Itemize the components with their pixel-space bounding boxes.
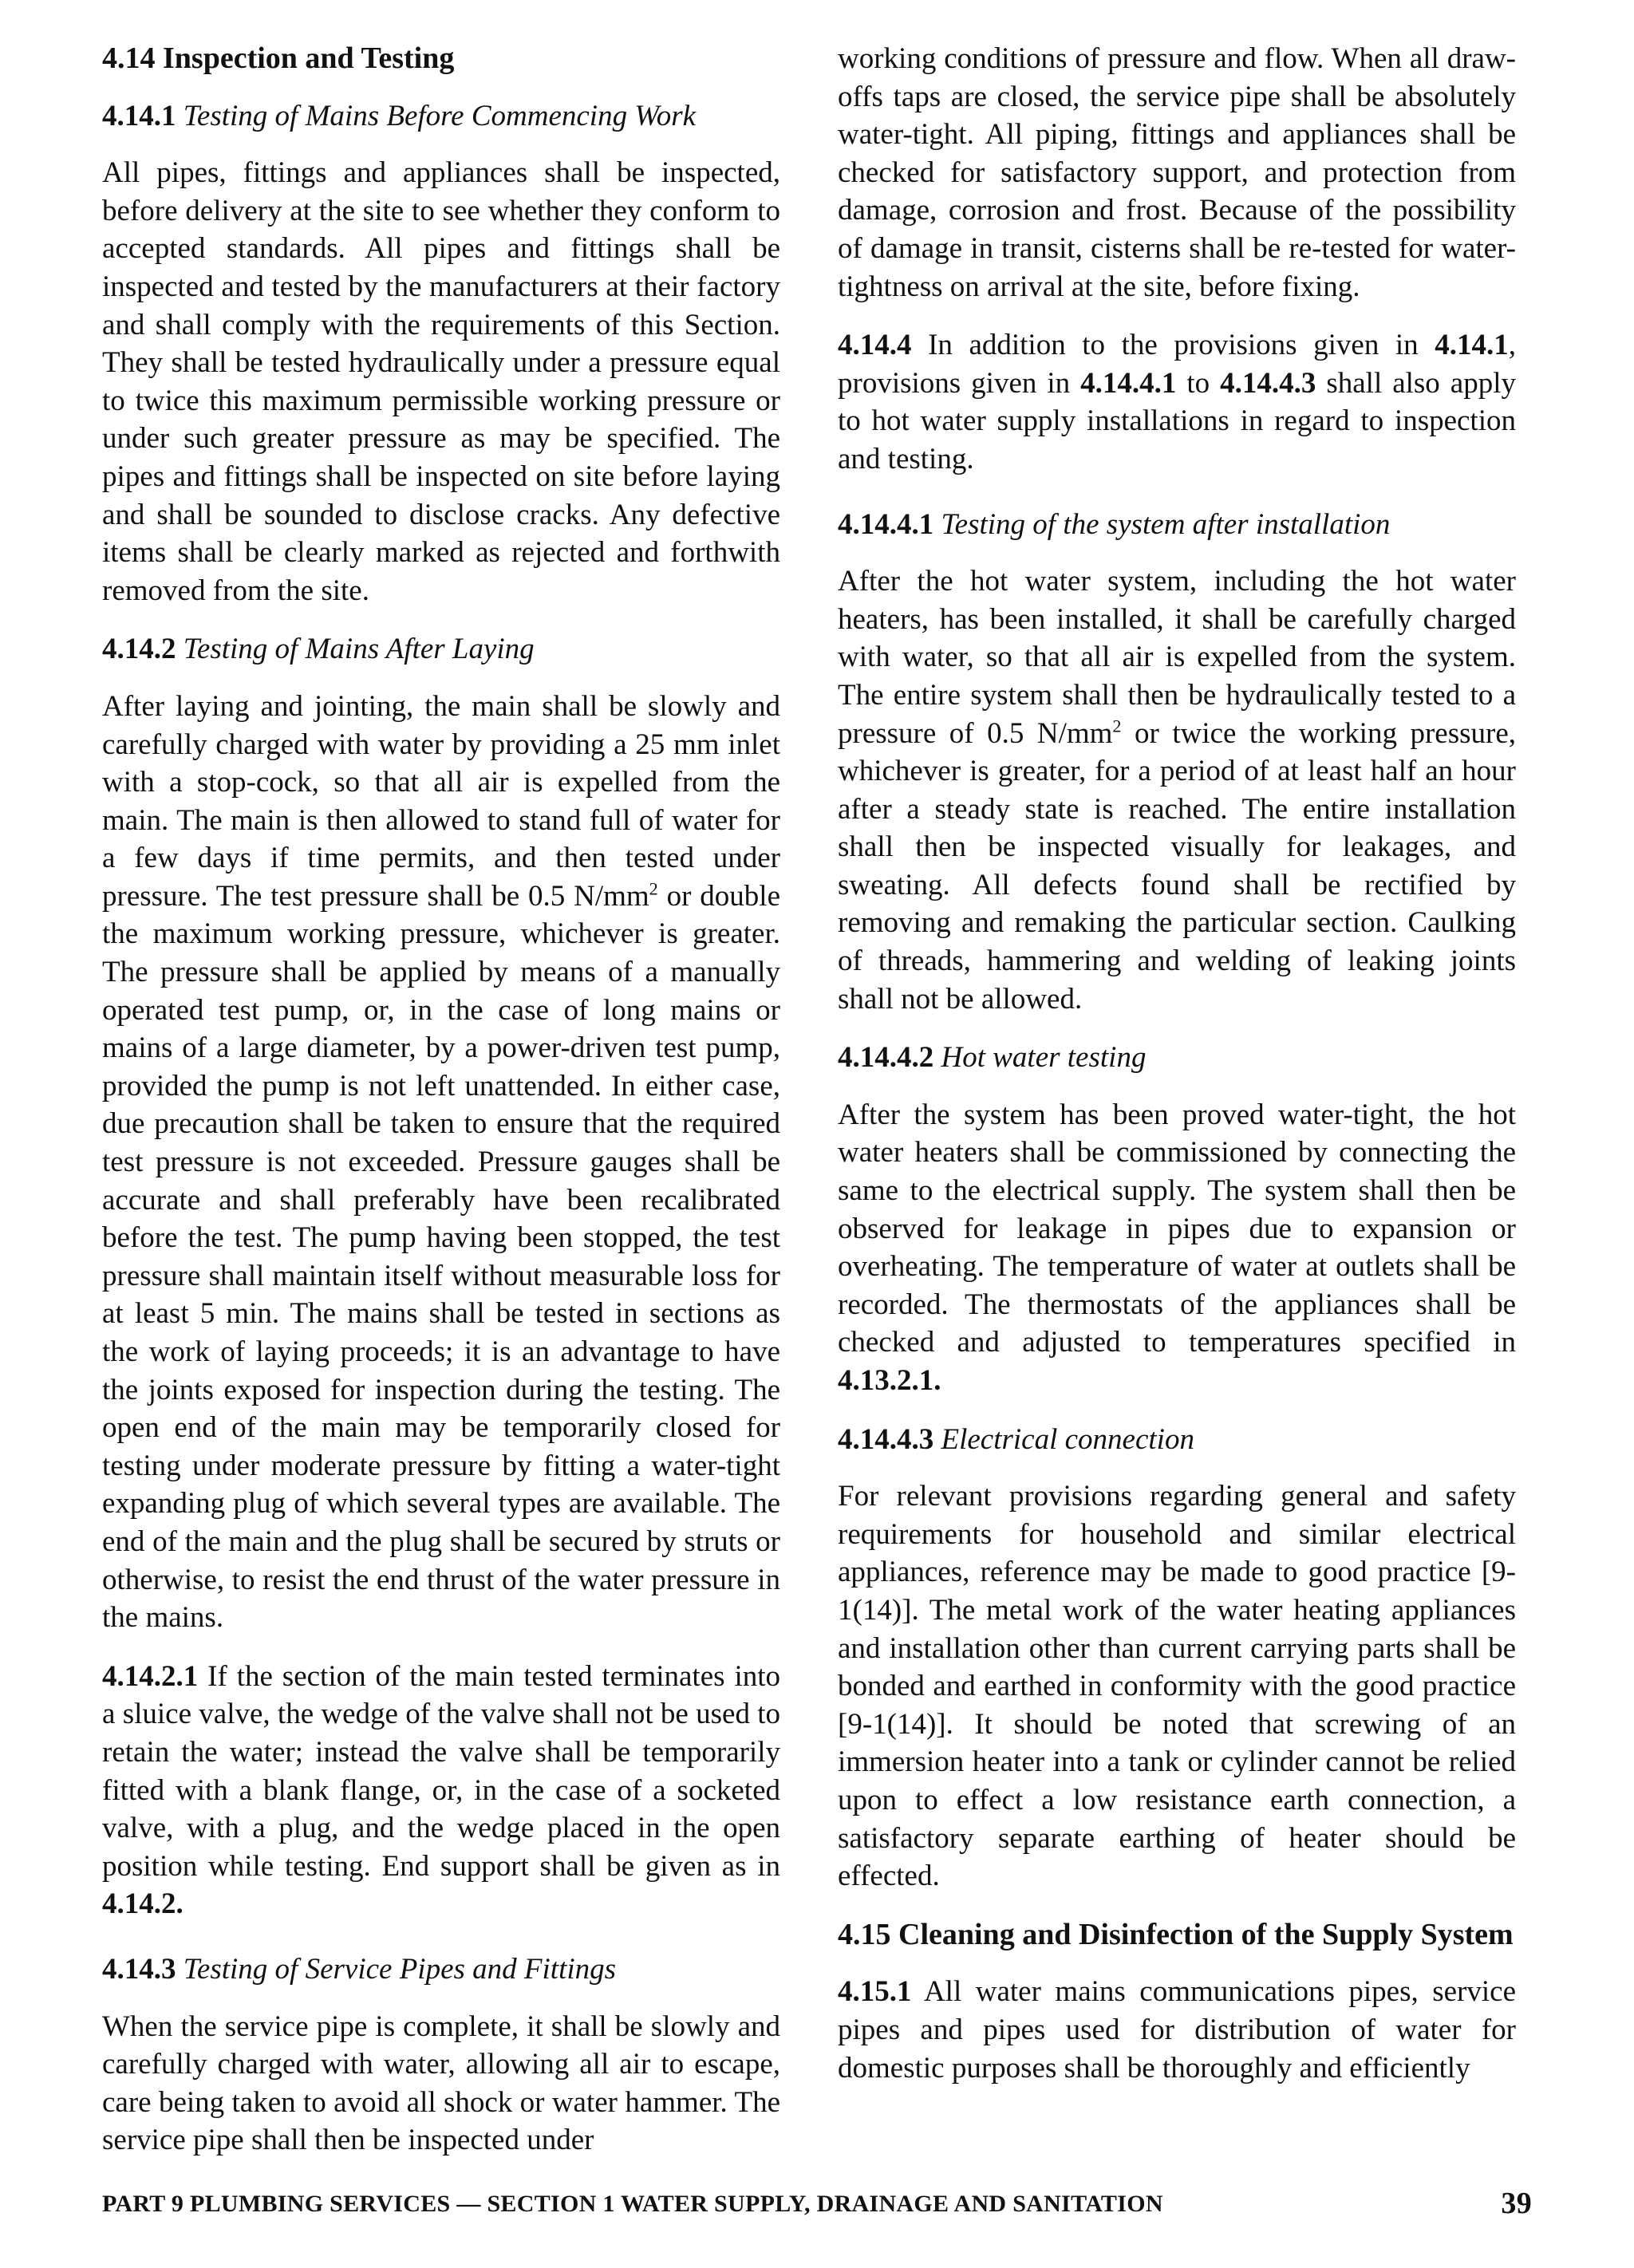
heading-4-14-3: 4.14.3 Testing of Service Pipes and Fittings <box>102 1952 617 1986</box>
heading-4-14-4-2: 4.14.4.2 Hot water testing <box>838 1041 1147 1075</box>
paragraph-4-14-3-continued: working conditions of pressure and flow. When all draw-offs taps are closed, the service pipe shall be absolutely water-tight. All piping, fittings and appliances shall be checked for satisfactory support, and protection from damage, corrosion and frost. Because of the possibility of damage in transit, cisterns shall be re-tested for water-tightness on arrival at the site, before fixing. <box>838 42 1516 303</box>
paragraph-4-14-4-1: After the hot water system, including the hot water heaters, has been installed, it shall be carefully charged with water, so that all air is expelled from the system. The entire system shall then be hydraulically tested to a pressure of 0.5 $N/mm^2$ or twice the working pressure, whichever is greater, for a period of at least half an hour after a steady state is reached. The entire installation shall then be inspected visually for leakages, and sweating. All defects found shall be rectified by removing and remaking the particular section. Caulking of threads, hammering and welding of leaking joints shall not be allowed. <box>838 565 1516 1016</box>
page-footer <box>102 2187 1532 2220</box>
page-number: 39 <box>1501 2187 1532 2220</box>
heading-4-15: 4.15 Cleaning and Disinfection of the Supply System <box>838 1917 1514 1951</box>
paragraph-4-14-4: 4.14.4 In addition to the provisions given in 4.14.1, provisions given in 4.14.4.1 to 4.14.4.3 shall also apply to hot water supply installations in regard to inspection and testing. <box>838 329 1516 475</box>
heading-4-14-4-3: 4.14.4.3 Electrical connection <box>838 1422 1194 1456</box>
heading-4-14: 4.14 Inspection and Testing <box>102 41 455 75</box>
paragraph-4-14-4-3: For relevant provisions regarding general and safety requirements for household and similar electrical appliances, reference may be made to good practice [9-1(14)]. The metal work of the water heating appliances and installation other than current carrying parts shall be bonded and earthed in conformity with the good practice [9-1(14)]. It should be noted that screwing of an immersion heater into a tank or cylinder cannot be relied upon to effect a low resistance earth connection, a satisfactory separate earthing of heater should be effected. <box>838 1480 1516 1893</box>
paragraph-4-15-1: 4.15.1 All water mains communications pipes, service pipes and pipes used for distribution of water for domestic purposes shall be thoroughly and efficiently <box>838 1975 1516 2085</box>
left-column <box>102 40 780 2180</box>
footer-running-title: PART 9 PLUMBING SERVICES — SECTION 1 WATER SUPPLY, DRAINAGE AND SANITATION <box>102 2191 1163 2217</box>
heading-4-14-1: 4.14.1 Testing of Mains Before Commencing Work <box>102 99 697 132</box>
paragraph-4-14-4-2: After the system has been proved water-tight, the hot water heaters shall be commissioned by connecting the same to the electrical supply. The system shall then be observed for leakage in pipes due to expansion or overheating. The temperature of water at outlets shall be recorded. The thermostats of the appliances shall be checked and adjusted to temperatures specified in 4.13.2.1. <box>838 1098 1516 1397</box>
heading-4-14-4-1: 4.14.4.1 Testing of the system after installation <box>838 507 1391 541</box>
paragraph-4-14-2-1: 4.14.2.1 If the section of the main tested terminates into a sluice valve, the wedge of the valve shall not be used to retain the water; instead the valve shall be temporarily fitted with a blank flange, or, in the case of a socketed valve, with a plug, and the wedge placed in the open position while testing. End support shall be given as in 4.14.2. <box>102 1659 780 1921</box>
paragraph-4-14-1: All pipes, fittings and appliances shall be inspected, before delivery at the site to see whether they conform to accepted standards. All pipes and fittings shall be inspected and tested by the manufacturers at their factory and shall comply with the requirements of this Section. They shall be tested hydraulically under a pressure equal to twice this maximum permissible working pressure or under such greater pressure as may be specified. The pipes and fittings shall be inspected on site before laying and shall be sounded to disclose cracks. Any defective items shall be clearly marked as rejected and forthwith removed from the site. <box>102 156 780 607</box>
heading-4-14-2: 4.14.2 Testing of Mains After Laying <box>102 633 535 666</box>
paragraph-4-14-2: After laying and jointing, the main shall be slowly and carefully charged with water by providing a 25 mm inlet with a stop-cock, so that all air is expelled from the main. The main is then allowed to stand full of water for a few days if time permits, and then tested under pressure. The test pressure shall be 0.5 $N/mm^2$ or double the maximum working pressure, whichever is greater. The pressure shall be applied by means of a manually operated test pump, or, in the case of long mains or mains of a large diameter, by a power-driven test pump, provided the pump is not left unattended. In either case, due precaution shall be taken to ensure that the required test pressure is not exceeded. Pressure gauges shall be accurate and shall preferably have been recalibrated before the test. The pump having been stopped, the test pressure shall maintain itself without measurable loss for at least 5 min. The mains shall be tested in sections as the work of laying proceeds; it is an advantage to have the joints exposed for inspection during the testing. The open end of the main may be temporarily closed for testing under moderate pressure by fitting a water-tight expanding plug of which several types are available. The end of the main and the plug shall be secured by struts or otherwise, to resist the end thrust of the water pressure in the mains. <box>102 689 781 1635</box>
paragraph-4-14-3: When the service pipe is complete, it shall be slowly and carefully charged with water, allowing all air to escape, care being taken to avoid all shock or water hammer. The service pipe shall then be inspected under <box>102 2010 780 2157</box>
right-column <box>838 40 1516 2108</box>
